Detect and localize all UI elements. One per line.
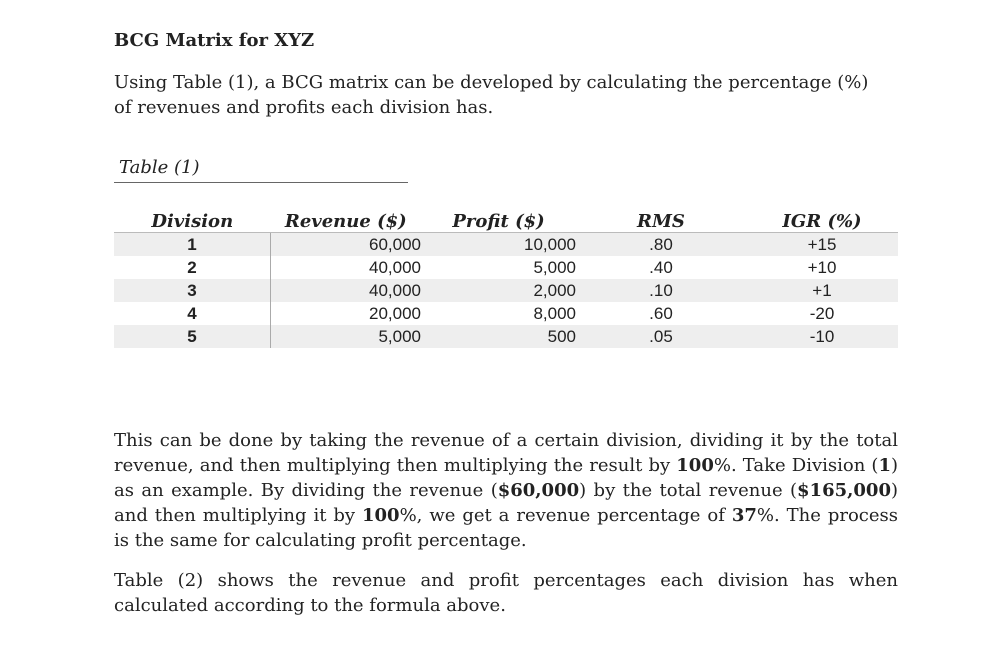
section-title: BCG Matrix for XYZ bbox=[114, 30, 315, 51]
table-header-row bbox=[114, 210, 898, 233]
intro-paragraph: Using Table (1), a BCG matrix can be developed by calculating the percentage (%) of revenues and profits each division has. bbox=[114, 72, 869, 118]
table-row bbox=[114, 279, 898, 302]
cell-rms: .10 bbox=[576, 279, 746, 302]
table-caption: Table (1) bbox=[119, 157, 200, 178]
table-row bbox=[114, 233, 898, 257]
cell-igr: +1 bbox=[746, 279, 898, 302]
cell-revenue: 40,000 bbox=[271, 279, 422, 302]
cell-profit: 10,000 bbox=[421, 233, 576, 257]
header-profit: Profit ($) bbox=[421, 210, 576, 233]
cell-igr: -10 bbox=[746, 325, 898, 348]
cell-division: 5 bbox=[114, 325, 271, 348]
cell-division: 2 bbox=[114, 256, 271, 279]
cell-division: 4 bbox=[114, 302, 271, 325]
cell-revenue: 20,000 bbox=[369, 303, 421, 323]
table-row bbox=[114, 302, 898, 325]
division-table bbox=[114, 210, 898, 348]
cell-rms: .40 bbox=[649, 257, 673, 277]
header-igr: IGR (%) bbox=[746, 210, 898, 233]
cell-profit: 2,000 bbox=[421, 279, 576, 302]
cell-igr: -20 bbox=[809, 303, 835, 323]
cell-revenue: 40,000 bbox=[369, 257, 421, 277]
cell-profit: 500 bbox=[421, 325, 576, 348]
cell-revenue: 60,000 bbox=[271, 233, 422, 257]
explanation-paragraph: This can be done by taking the revenue of a certain division, dividing it by the total revenue, and then multiplying then multiplying the result by 100%. Take Division (1) as an example. By dividing the revenue ($60,000) by the total revenue ($165,000) and then multiplying it by 100%, we get a revenue percentage of 37%. The process is the same for calculating profit percentage. bbox=[114, 430, 899, 551]
header-revenue: Revenue ($) bbox=[271, 210, 422, 233]
table-row bbox=[114, 256, 898, 279]
cell-igr: +10 bbox=[807, 257, 837, 277]
table-row bbox=[114, 325, 898, 348]
header-rms: RMS bbox=[576, 210, 746, 233]
cell-division: 1 bbox=[114, 233, 271, 257]
cell-igr: +15 bbox=[746, 233, 898, 257]
table2-paragraph: Table (2) shows the revenue and profit percentages each division has when calculated according to the formula above. bbox=[114, 570, 898, 616]
cell-profit: 5,000 bbox=[533, 257, 576, 277]
cell-rms: .80 bbox=[576, 233, 746, 257]
cell-revenue: 5,000 bbox=[271, 325, 422, 348]
header-division: Division bbox=[114, 210, 271, 233]
cell-division: 3 bbox=[114, 279, 271, 302]
caption-underline bbox=[114, 182, 408, 183]
cell-profit: 8,000 bbox=[533, 303, 576, 323]
cell-rms: .60 bbox=[649, 303, 673, 323]
cell-rms: .05 bbox=[576, 325, 746, 348]
